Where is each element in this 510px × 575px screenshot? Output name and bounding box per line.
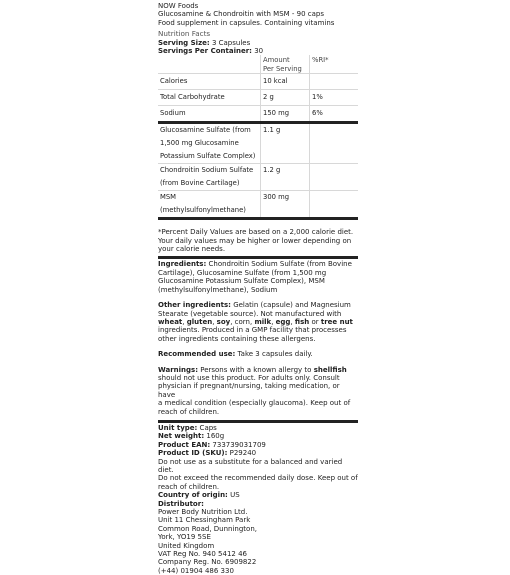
table-row: MSM (methylsulfonylmethane) 300 mg <box>158 191 358 219</box>
warnings-paragraph: Warnings: Persons with a known allergy to shellfish should not use this product. For adults only. Consult physician if pregnant/nursing, taking medication, or have a medical condition (especially glaucoma). Keep out of reach of children. <box>158 365 351 416</box>
table-row: Sodium 150 mg 6% <box>158 106 358 123</box>
product-label <box>158 2 358 575</box>
country-of-origin: Country of origin: US <box>158 491 240 500</box>
net-weight: Net weight: 160g <box>158 432 225 441</box>
ingredients-paragraph: Ingredients: Chondroitin Sodium Sulfate (from Bovine Cartilage), Glucosamine Sulfate (from 1,500 mg Glucosamine Potassium Sulfate Complex), MSM (methylsulfonylmethane), Sodium <box>158 260 352 294</box>
usage-note: Do not exceed the recommended daily dose. Keep out of <box>158 474 358 483</box>
product-sku: Product ID (SKU): P29240 <box>158 449 257 458</box>
amount-per-serving-header: Amount Per Serving <box>261 55 310 73</box>
product-info <box>158 423 358 575</box>
servings-per-container: Servings Per Container: 30 <box>158 47 264 56</box>
distributor-label: Distributor: <box>158 499 204 508</box>
table-header-row <box>158 55 358 73</box>
table-row: Total Carbohydrate 2 g 1% <box>158 90 358 106</box>
distributor-address: Power Body Nutrition Ltd. Unit 11 Chessingham Park Common Road, Dunnington, York, YO19 5SE United Kingdom VAT Reg No. 940 5412 46 Company Reg. No. 6909822 (+44) 01904 486 330 <box>158 508 257 575</box>
product-ean: Product EAN: 733739031709 <box>158 440 266 449</box>
nutrition-facts-title: Nutrition Facts <box>158 29 211 39</box>
usage-note: Do not use as a substitute for a balanced and varied diet. <box>158 457 343 474</box>
serving-size: Serving Size: 3 Capsules <box>158 38 251 47</box>
nutrition-table <box>158 55 358 220</box>
disclaimer: *Percent Daily Values are based on a 2,000 calorie diet. Your daily values may be higher or lower depending on your calorie needs. <box>158 228 354 254</box>
table-row: Calories 10 kcal <box>158 74 358 90</box>
recommended-use-paragraph: Recommended use: Take 3 capsules daily. <box>158 350 313 359</box>
ri-header: %RI* <box>310 55 359 73</box>
table-row: Glucosamine Sulfate (from 1,500 mg Glucosamine Potassium Sulfate Complex) 1.1 g <box>158 123 358 164</box>
product-name: Glucosamine & Chondroitin with MSM - 90 caps <box>158 10 325 19</box>
other-ingredients-paragraph: Other ingredients: Gelatin (capsule) and Magnesium Stearate (vegetable source). Not manufactured with wheat, gluten, soy, corn, milk, egg, fish or tree nut ingredients. Produced in a GMP facility that processes other ingredients containing these allergens. <box>158 301 353 343</box>
unit-type: Unit type: Caps <box>158 423 217 432</box>
usage-note: reach of children. <box>158 482 220 491</box>
table-row: Chondroitin Sodium Sulfate (from Bovine Cartilage) 1.2 g <box>158 164 358 191</box>
product-description: Food supplement in capsules. Containing vitamins <box>158 18 335 27</box>
brand-name: NOW Foods <box>158 2 199 10</box>
product-header <box>158 2 358 55</box>
ingredients-section <box>158 259 358 420</box>
